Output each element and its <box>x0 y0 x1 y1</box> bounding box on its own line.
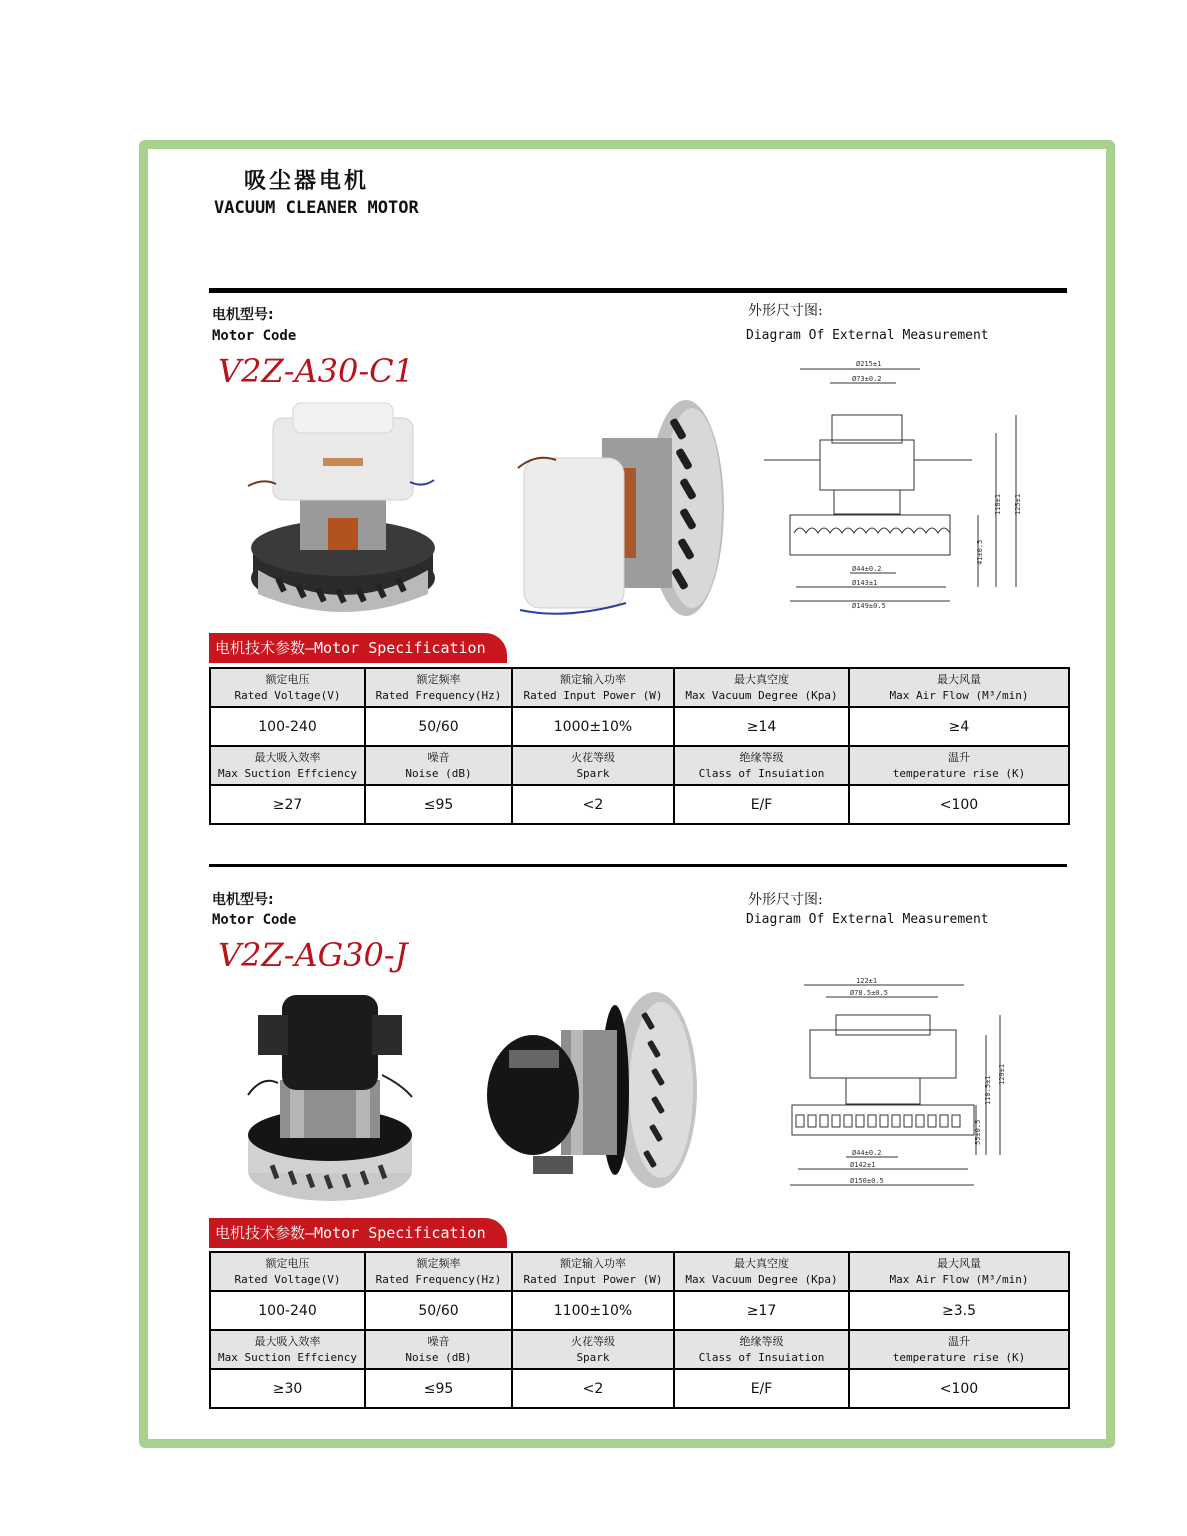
spec-value-cell: ≥17 <box>674 1291 849 1330</box>
motor-code-label-en: Motor Code <box>212 912 297 928</box>
spec-header-cell: 最大吸入效率 Max Suction Effciency <box>210 1330 365 1369</box>
dim-label: Ø44±0.2 <box>852 1149 882 1157</box>
spec-header-cell: 噪音 Noise (dB) <box>365 1330 512 1369</box>
spec-title-bar: 电机技术参数—Motor Specification <box>209 633 507 663</box>
spec-title-bar: 电机技术参数—Motor Specification <box>209 1218 507 1248</box>
spec-value-cell: ≤95 <box>365 785 512 824</box>
spec-table-1 <box>209 667 1070 825</box>
diagram-label-cn: 外形尺寸图: <box>748 303 823 319</box>
dimension-drawing-1 <box>760 355 1030 617</box>
spec-header-cell: 额定输入功率 Rated Input Power (W) <box>512 1252 674 1291</box>
spec-header-cell: 最大吸入效率 Max Suction Effciency <box>210 746 365 785</box>
spec-value-cell: ≥4 <box>849 707 1069 746</box>
dim-label: Ø44±0.2 <box>852 565 882 573</box>
spec-header-cell: 温升 temperature rise (K) <box>849 746 1069 785</box>
spec-value-cell: <2 <box>512 785 674 824</box>
spec-header-cell: 最大风量 Max Air Flow (M³/min) <box>849 668 1069 707</box>
dim-label: Ø143±1 <box>852 579 878 587</box>
spec-header-cell: 额定频率 Rated Frequency(Hz) <box>365 668 512 707</box>
dim-label: 125±1 <box>1014 493 1022 515</box>
diagram-label-en: Diagram Of External Measurement <box>746 328 989 343</box>
motor-photo-side <box>516 398 728 620</box>
spec-value-cell: ≥14 <box>674 707 849 746</box>
dim-label: Ø142±1 <box>850 1161 876 1169</box>
spec-value-cell: E/F <box>674 1369 849 1408</box>
dim-label: 122±1 <box>856 977 878 985</box>
motor-photo-side <box>485 990 700 1192</box>
spec-header-cell: 绝缘等级 Class of Insuiation <box>674 746 849 785</box>
spec-header-cell: 额定输入功率 Rated Input Power (W) <box>512 668 674 707</box>
dim-label: Ø78.5±0.5 <box>850 989 888 997</box>
spec-value-cell: 100-240 <box>210 1291 365 1330</box>
spec-value-cell: <2 <box>512 1369 674 1408</box>
diagram-label-en: Diagram Of External Measurement <box>746 912 989 927</box>
motor-code-value: V2Z-A30-C1 <box>218 352 414 390</box>
dim-label: Ø215±1 <box>856 360 882 368</box>
spec-value-cell: ≥27 <box>210 785 365 824</box>
dim-label: 55±0.5 <box>974 1119 982 1145</box>
dim-label: Ø149±0.5 <box>852 602 886 610</box>
spec-value-cell: 50/60 <box>365 1291 512 1330</box>
spec-table-2 <box>209 1251 1070 1409</box>
spec-header-cell: 额定频率 Rated Frequency(Hz) <box>365 1252 512 1291</box>
spec-header-cell: 额定电压 Rated Voltage(V) <box>210 1252 365 1291</box>
section-divider <box>209 288 1067 293</box>
motor-code-label-cn: 电机型号: <box>212 307 274 323</box>
spec-value-cell: <100 <box>849 1369 1069 1408</box>
spec-header-cell: 噪音 Noise (dB) <box>365 746 512 785</box>
motor-photo-front <box>238 398 448 620</box>
spec-value-cell: <100 <box>849 785 1069 824</box>
spec-value-cell: ≤95 <box>365 1369 512 1408</box>
dim-label: 41±0.5 <box>976 539 984 565</box>
dim-label: Ø73±0.2 <box>852 375 882 383</box>
dim-label: 118.5±1 <box>984 1075 992 1105</box>
spec-value-cell: ≥3.5 <box>849 1291 1069 1330</box>
spec-header-cell: 火花等级 Spark <box>512 1330 674 1369</box>
spec-header-cell: 温升 temperature rise (K) <box>849 1330 1069 1369</box>
spec-value-cell: 50/60 <box>365 707 512 746</box>
dim-label: 118±1 <box>994 493 1002 515</box>
spec-header-cell: 最大真空度 Max Vacuum Degree (Kpa) <box>674 668 849 707</box>
spec-value-cell: 1000±10% <box>512 707 674 746</box>
section-divider <box>209 864 1067 867</box>
spec-value-cell: E/F <box>674 785 849 824</box>
spec-header-cell: 火花等级 Spark <box>512 746 674 785</box>
title-chinese: 吸尘器电机 <box>244 168 370 194</box>
dimension-drawing-2 <box>780 975 1010 1190</box>
diagram-label-cn: 外形尺寸图: <box>748 892 823 908</box>
spec-header-cell: 额定电压 Rated Voltage(V) <box>210 668 365 707</box>
motor-code-label-en: Motor Code <box>212 328 297 344</box>
spec-value-cell: 1100±10% <box>512 1291 674 1330</box>
spec-header-cell: 最大风量 Max Air Flow (M³/min) <box>849 1252 1069 1291</box>
spec-value-cell: 100-240 <box>210 707 365 746</box>
motor-photo-front <box>242 985 418 1207</box>
motor-code-value: V2Z-AG30-J <box>218 936 408 974</box>
dim-label: Ø150±0.5 <box>850 1177 884 1185</box>
spec-header-cell: 最大真空度 Max Vacuum Degree (Kpa) <box>674 1252 849 1291</box>
spec-value-cell: ≥30 <box>210 1369 365 1408</box>
dim-label: 129±1 <box>998 1063 1006 1085</box>
spec-header-cell: 绝缘等级 Class of Insuiation <box>674 1330 849 1369</box>
motor-code-label-cn: 电机型号: <box>212 892 274 908</box>
title-english: VACUUM CLEANER MOTOR <box>214 198 419 218</box>
